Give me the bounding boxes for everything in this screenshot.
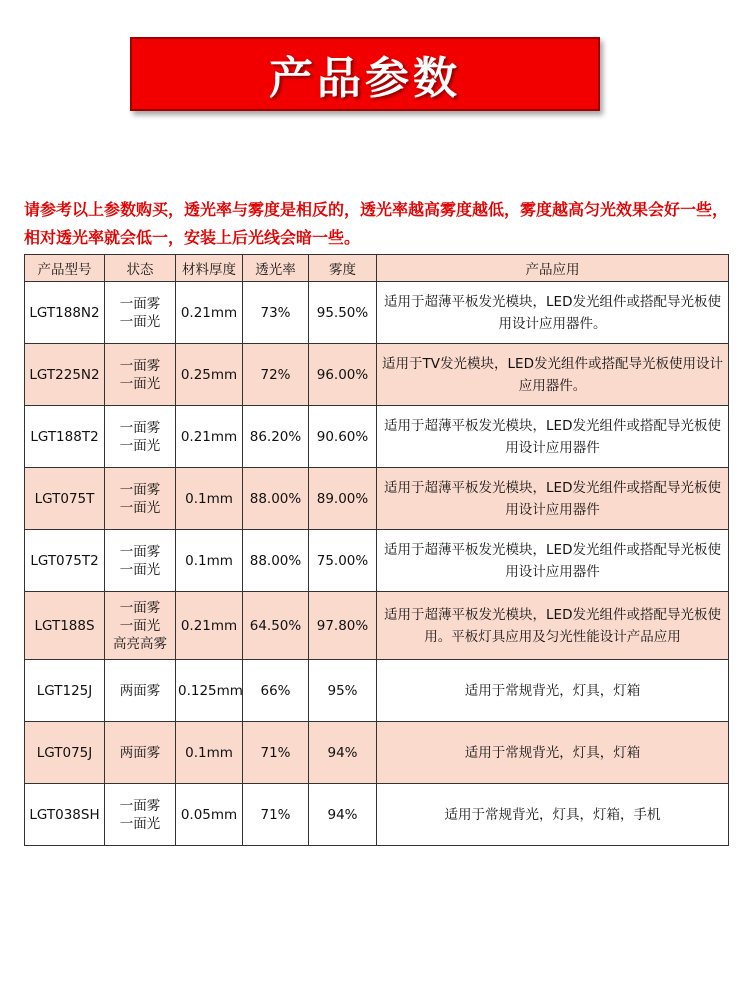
model-cell: LGT125J <box>25 660 105 722</box>
thickness-cell: 0.1mm <box>176 722 243 784</box>
model-cell: LGT075J <box>25 722 105 784</box>
haze-cell: 94% <box>309 784 377 846</box>
table-row <box>25 784 729 846</box>
state-cell <box>105 784 176 846</box>
header-state: 状态 <box>105 255 176 282</box>
state-cell <box>105 530 176 592</box>
model-cell: LGT188T2 <box>25 406 105 468</box>
haze-cell: 95.50% <box>309 282 377 344</box>
table-row <box>25 406 729 468</box>
header-haze: 雾度 <box>309 255 377 282</box>
application-cell: 适用于超薄平板发光模块，LED发光组件或搭配导光板使用设计应用器件 <box>377 406 729 468</box>
thickness-cell: 0.1mm <box>176 468 243 530</box>
model-cell: LGT075T2 <box>25 530 105 592</box>
transmittance-cell: 71% <box>243 784 309 846</box>
model-cell: LGT188N2 <box>25 282 105 344</box>
application-cell: 适用于常规背光，灯具，灯箱，手机 <box>377 784 729 846</box>
state-line: 一面雾 <box>119 599 161 616</box>
thickness-cell: 0.21mm <box>176 406 243 468</box>
state-cell <box>105 592 176 660</box>
transmittance-cell: 72% <box>243 344 309 406</box>
table-row <box>25 722 729 784</box>
application-cell: 适用于超薄平板发光模块，LED发光组件或搭配导光板使用设计应用器件。 <box>377 282 729 344</box>
thickness-cell: 0.21mm <box>176 282 243 344</box>
state-line: 高亮高雾 <box>113 635 167 652</box>
haze-cell: 89.00% <box>309 468 377 530</box>
state-line: 两面雾 <box>119 744 161 761</box>
haze-cell: 75.00% <box>309 530 377 592</box>
state-cell <box>105 344 176 406</box>
spec-table <box>24 254 729 846</box>
haze-cell: 97.80% <box>309 592 377 660</box>
header-application: 产品应用 <box>377 255 729 282</box>
state-cell <box>105 468 176 530</box>
state-line: 一面雾 <box>119 295 161 312</box>
haze-cell: 95% <box>309 660 377 722</box>
table-row <box>25 530 729 592</box>
transmittance-cell: 64.50% <box>243 592 309 660</box>
transmittance-cell: 71% <box>243 722 309 784</box>
thickness-cell: 0.25mm <box>176 344 243 406</box>
state-line: 一面光 <box>119 313 161 330</box>
transmittance-cell: 88.00% <box>243 530 309 592</box>
thickness-cell: 0.125mm <box>176 660 243 722</box>
transmittance-cell: 86.20% <box>243 406 309 468</box>
application-cell: 适用于常规背光，灯具，灯箱 <box>377 722 729 784</box>
state-cell <box>105 406 176 468</box>
thickness-cell: 0.1mm <box>176 530 243 592</box>
state-line: 一面光 <box>119 499 161 516</box>
thickness-cell: 0.21mm <box>176 592 243 660</box>
model-cell: LGT038SH <box>25 784 105 846</box>
model-cell: LGT225N2 <box>25 344 105 406</box>
haze-cell: 90.60% <box>309 406 377 468</box>
application-cell: 适用于常规背光，灯具，灯箱 <box>377 660 729 722</box>
transmittance-cell: 66% <box>243 660 309 722</box>
table-row <box>25 660 729 722</box>
haze-cell: 94% <box>309 722 377 784</box>
page-title: 产品参数 <box>269 53 461 104</box>
application-cell: 适用于超薄平板发光模块，LED发光组件或搭配导光板使用设计应用器件 <box>377 530 729 592</box>
state-line: 一面雾 <box>119 481 161 498</box>
table-row <box>25 592 729 660</box>
state-line: 一面光 <box>119 437 161 454</box>
state-line: 两面雾 <box>119 682 161 699</box>
table-row <box>25 344 729 406</box>
header-thickness: 材料厚度 <box>176 255 243 282</box>
table-row <box>25 282 729 344</box>
application-cell: 适用于超薄平板发光模块，LED发光组件或搭配导光板使用。平板灯具应用及匀光性能设计产品应用 <box>377 592 729 660</box>
application-cell: 适用于TV发光模块，LED发光组件或搭配导光板使用设计应用器件。 <box>377 344 729 406</box>
state-cell <box>105 660 176 722</box>
transmittance-cell: 73% <box>243 282 309 344</box>
state-cell <box>105 282 176 344</box>
state-line: 一面雾 <box>119 419 161 436</box>
application-cell: 适用于超薄平板发光模块，LED发光组件或搭配导光板使用设计应用器件 <box>377 468 729 530</box>
state-line: 一面光 <box>119 617 161 634</box>
state-line: 一面光 <box>119 815 161 832</box>
state-cell <box>105 722 176 784</box>
state-line: 一面雾 <box>119 543 161 560</box>
model-cell: LGT075T <box>25 468 105 530</box>
transmittance-cell: 88.00% <box>243 468 309 530</box>
state-line: 一面雾 <box>119 797 161 814</box>
header-transmittance: 透光率 <box>243 255 309 282</box>
state-line: 一面雾 <box>119 357 161 374</box>
state-line: 一面光 <box>119 375 161 392</box>
header-model: 产品型号 <box>25 255 105 282</box>
table-header-row <box>25 255 729 282</box>
table-row <box>25 468 729 530</box>
thickness-cell: 0.05mm <box>176 784 243 846</box>
purchase-notice: 请参考以上参数购买，透光率与雾度是相反的，透光率越高雾度越低，雾度越高匀光效果会好一些，相对透光率就会低一，安装上后光线会暗一些。 <box>24 200 729 247</box>
title-banner <box>130 37 600 111</box>
haze-cell: 96.00% <box>309 344 377 406</box>
model-cell: LGT188S <box>25 592 105 660</box>
state-line: 一面光 <box>119 561 161 578</box>
